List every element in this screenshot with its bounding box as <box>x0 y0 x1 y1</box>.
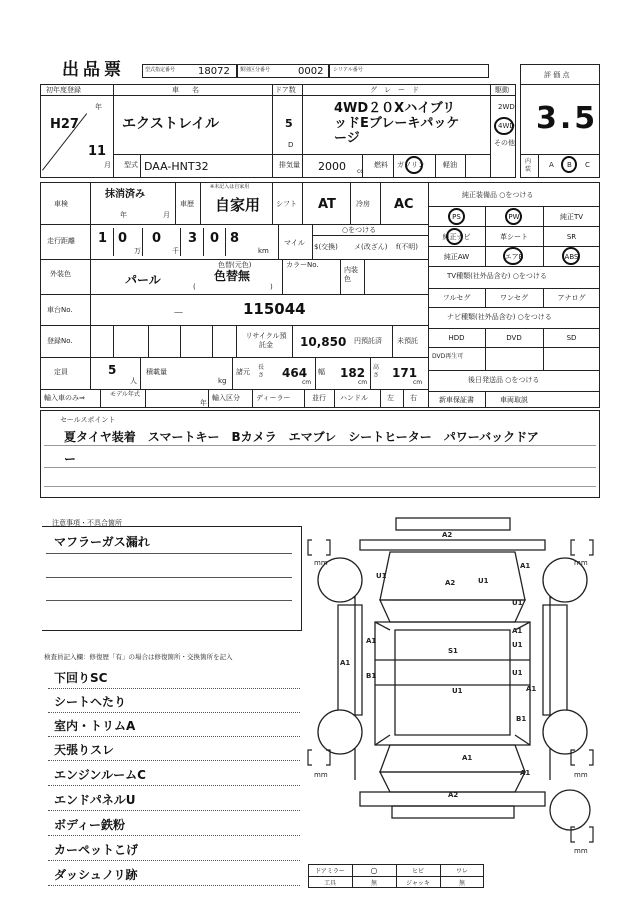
grade-label: グ レ ー ド <box>370 86 419 94</box>
rear-bumper <box>392 806 514 818</box>
color-value: パール <box>125 273 161 287</box>
interior-color-label: 内装色 <box>344 266 358 283</box>
equip-airbag: エアB <box>504 252 524 261</box>
equip-abs-circle <box>562 247 580 265</box>
mileage-digit-6: 8 <box>230 231 240 246</box>
navi-title: ナビ種類(社外品含む) ○をつける <box>447 313 552 321</box>
mark-6: U1 <box>512 599 523 607</box>
capacity-label: 定員 <box>54 368 68 376</box>
import-parallel: 並行 <box>312 394 326 402</box>
history-value: 自家用 <box>215 196 261 214</box>
later-warranty: 新車保証書 <box>439 396 474 404</box>
mm-spare: mm <box>574 847 588 855</box>
import-label: 輸入車のみ⇒ <box>44 394 85 402</box>
bracket-fl <box>308 540 330 555</box>
pillars <box>375 622 530 745</box>
inspector-item-8: カーペットこげ <box>54 843 139 857</box>
meter-option-exchange: $(交換) <box>314 243 338 251</box>
height-label: 高さ <box>373 364 380 379</box>
drive-4wd-circle <box>494 117 514 135</box>
mark-17: A1 <box>462 754 473 762</box>
model-value: DAA-HNT32 <box>144 160 209 173</box>
mark-18: A2 <box>448 791 459 799</box>
equip-navi-circle <box>446 228 463 245</box>
meter-option-unknown: f(不明) <box>396 243 418 251</box>
class-label: 類別区分番号 <box>240 67 271 73</box>
mark-2: U1 <box>376 572 387 580</box>
reg-year-label: 初年度登録 <box>46 86 81 94</box>
notes-label: 注意事項・不具合箇所 <box>52 519 122 527</box>
car-name-value: エクストレイル <box>122 116 220 132</box>
fuel-circle <box>405 156 423 174</box>
length-value: 464 <box>282 366 308 380</box>
tailgate <box>380 772 525 792</box>
acc-jack-value: 無 <box>458 879 465 887</box>
acc-mirror-mark: ○ <box>370 865 378 875</box>
wheel-rear-left <box>318 710 362 754</box>
shift-value: AT <box>318 197 336 212</box>
inspect-label: 車検 <box>54 200 68 208</box>
interior-grade-a: A <box>549 161 554 169</box>
width-value: 182 <box>340 366 366 380</box>
car-damage-diagram <box>300 510 610 862</box>
acc-break: ワレ <box>455 867 468 875</box>
drive-option-other: その他 <box>494 139 515 147</box>
mark-16: B1 <box>516 715 527 723</box>
acc-tools-value: 無 <box>370 879 377 887</box>
navi-dvd: DVD <box>506 334 522 342</box>
drive-label: 駆動 <box>495 86 509 94</box>
door-sub: D <box>288 141 294 149</box>
inspector-item-5: エンジンルームC <box>54 768 146 782</box>
recycle-label: リサイクル預託金 <box>245 332 287 349</box>
recycle-status: 円預託済 <box>354 337 382 345</box>
mirrors <box>340 592 565 598</box>
sales-point-line-2: ー <box>64 452 77 466</box>
mileage-unit-km: km <box>258 247 269 255</box>
inspector-item-3: 室内・トリムA <box>54 719 136 733</box>
capacity-unit: 人 <box>130 377 137 385</box>
hood <box>380 552 525 600</box>
mile-label: マイル <box>284 239 305 247</box>
shift-label: シフト <box>276 200 297 208</box>
dims-label: 諸元 <box>236 368 250 376</box>
interior-grade-b: B <box>567 161 572 169</box>
equip-tv: 純正TV <box>559 212 584 221</box>
bracket-fr <box>571 540 593 555</box>
load-unit: kg <box>218 377 227 385</box>
length-unit: cm <box>302 379 312 386</box>
ac-value: AC <box>394 197 414 212</box>
fuel-gasoline: ガソリン <box>397 161 425 169</box>
inspect-month-unit: 月 <box>163 211 170 219</box>
wheel-rear-right <box>543 710 587 754</box>
tv-fullseg: フルセグ <box>442 294 471 302</box>
recycle-value: 10,850 <box>300 335 347 349</box>
inspector-item-6: エンドパネルU <box>54 793 136 807</box>
navi-hdd: HDD <box>448 334 465 342</box>
mark-10: U1 <box>512 641 523 649</box>
mark-12: B1 <box>366 672 377 680</box>
meter-option-tampered: メ(改ざん) <box>354 243 388 251</box>
equip-leather: 革シート <box>500 232 528 241</box>
mileage-digit-5: 0 <box>210 231 220 246</box>
inspector-label: 検査員記入欄：修復歴「有」の場合は修復箇所・交換箇所を記入 <box>44 653 233 661</box>
mark-8: S1 <box>448 647 458 655</box>
drive-option-2wd: 2WD <box>498 103 515 111</box>
car-name-label: 車 名 <box>172 86 202 94</box>
inspector-item-7: ボディー鉄粉 <box>54 818 126 832</box>
height-value: 171 <box>392 366 418 380</box>
mark-3: A1 <box>520 562 531 570</box>
displacement-value: 2000 <box>318 160 346 173</box>
displacement-unit: cc <box>357 168 364 175</box>
sales-point-box <box>40 410 600 498</box>
equip-sr: SR <box>566 232 577 241</box>
inspector-item-9: ダッシュノリ跡 <box>54 868 138 882</box>
inspect-value: 抹消済み <box>105 189 145 200</box>
note-item-1: マフラーガス漏れ <box>54 535 150 549</box>
equip-pw-circle <box>505 208 522 225</box>
color-change-value: 色替無 <box>214 269 251 283</box>
mileage-digit-3: 0 <box>152 231 162 246</box>
rear-window <box>380 745 525 772</box>
drive-option-4wd: 4WD <box>498 122 515 130</box>
import-dealer: ディーラー <box>256 394 291 402</box>
tv-oneseg: ワンセグ <box>500 294 528 302</box>
spare-wheel <box>550 790 590 830</box>
model-cert-number: 18072 <box>198 66 230 77</box>
inspector-item-1: 下回りSC <box>54 671 108 685</box>
handle-left: 左 <box>387 394 394 402</box>
equip-airbag-circle <box>503 247 523 265</box>
load-label: 積載量 <box>146 368 167 376</box>
navi-sd: SD <box>566 334 577 342</box>
fuel-diesel: 軽油 <box>443 161 457 169</box>
roof-outline <box>375 622 530 745</box>
color-paren-open: ( <box>193 283 196 291</box>
model-year-unit: 年 <box>200 399 207 407</box>
dvd-label: DVD再生可 <box>432 353 464 360</box>
grade-line-2: ッドEブレーキパッケ <box>334 116 460 131</box>
acc-mirror: ドアミラー <box>315 867 345 875</box>
mark-7: A1 <box>366 637 377 645</box>
color-no-label: カラーNo. <box>286 261 319 269</box>
grade-line-3: ージ <box>334 131 360 146</box>
equipment-title: 純正装備品 ○をつける <box>462 191 534 199</box>
inspector-item-4: 天張りスレ <box>54 743 115 757</box>
acc-jack: ジャッキ <box>406 879 430 887</box>
color-change-label: 色替(元色) <box>218 261 252 269</box>
reg-month-value: 11 <box>88 144 107 159</box>
sales-point-line-1: 夏タイヤ装着 スマートキー Bカメラ エマブレ シートヒーター パワーバックドア <box>64 430 539 444</box>
class-number: 0002 <box>298 66 324 77</box>
ac-label: 冷房 <box>356 200 370 208</box>
mark-13: U1 <box>512 669 523 677</box>
mark-11: A1 <box>340 659 351 667</box>
front-bumper-lower <box>360 540 545 550</box>
mm-rl: mm <box>314 771 328 779</box>
equip-aw: 純正AW <box>443 252 470 261</box>
sales-point-label: セールスポイント <box>60 416 116 424</box>
roof <box>395 630 510 735</box>
mark-4: A2 <box>445 579 456 587</box>
import-class-label: 輸入区分 <box>212 394 240 402</box>
handle-label: ハンドル <box>340 394 368 402</box>
mileage-unit-sen: 千 <box>172 247 179 255</box>
model-cert-label: 型式指定番号 <box>145 67 176 73</box>
mileage-digit-1: 1 <box>98 231 108 246</box>
mark-19: A1 <box>520 769 531 777</box>
chassis-label: 車台No. <box>47 306 73 314</box>
doors-label: ドア数 <box>275 86 296 94</box>
later-title: 後日発送品 ○をつける <box>468 376 540 384</box>
chassis-dash: － <box>173 306 184 319</box>
width-unit: cm <box>358 379 368 386</box>
score-label: 評 価 点 <box>544 71 570 79</box>
displacement-label: 排気量 <box>279 161 300 169</box>
door-lines <box>375 660 530 685</box>
mm-rr: mm <box>574 771 588 779</box>
length-label: 長さ <box>258 364 265 379</box>
reg-no-label: 登録No. <box>47 337 73 345</box>
equip-pw: PW <box>508 212 520 221</box>
mm-fr: mm <box>574 559 588 567</box>
history-label: 車歴 <box>180 200 194 208</box>
tv-analog: アナログ <box>557 294 586 302</box>
meter-note: ○をつける <box>342 226 377 234</box>
mileage-label: 走行距離 <box>47 237 75 245</box>
interior-label: 内装 <box>525 158 532 173</box>
mark-15: A1 <box>526 685 537 693</box>
fuel-label: 燃料 <box>374 161 388 169</box>
equip-abs: ABS <box>564 252 579 261</box>
model-year-label: モデル年式 <box>110 391 140 398</box>
interior-grade-c: C <box>585 161 590 169</box>
form-title: 出品票 <box>62 60 125 80</box>
reg-year-value: H27 <box>50 117 79 132</box>
chassis-number: 115044 <box>243 300 306 318</box>
year-unit: 年 <box>95 103 102 111</box>
later-manual: 車両取説 <box>500 396 528 404</box>
equip-ps: PS <box>452 212 461 221</box>
width-label: 幅 <box>318 368 325 376</box>
mileage-digit-4: 3 <box>188 231 198 246</box>
mark-5: U1 <box>478 577 489 585</box>
doors-value: 5 <box>285 117 293 130</box>
color-label: 外装色 <box>50 270 71 278</box>
recycle-unpaid: 未預託 <box>397 337 418 345</box>
grade-line-1: 4WD２０Xハイブリ <box>334 101 456 116</box>
score-value: 3.5 <box>536 101 599 136</box>
capacity-value: 5 <box>108 363 117 377</box>
inspect-year-unit: 年 <box>120 211 127 219</box>
mark-9: A1 <box>512 627 523 635</box>
mark-14: U1 <box>452 687 463 695</box>
inspector-item-2: シートヘたり <box>54 695 127 709</box>
mileage-digit-2: 0 <box>118 231 128 246</box>
windshield <box>380 600 525 622</box>
mileage-unit-man: 万 <box>134 247 141 255</box>
color-paren-close: ) <box>270 283 273 291</box>
front-bumper <box>396 518 510 530</box>
history-note: ※未記入は自家用 <box>210 184 250 190</box>
mark-1: A2 <box>442 531 453 539</box>
mm-fl: mm <box>314 559 328 567</box>
height-unit: cm <box>413 379 423 386</box>
tv-title: TV種類(社外品含む) ○をつける <box>447 272 547 280</box>
equip-ps-circle <box>448 208 465 225</box>
equip-navi: 純正ナビ <box>442 232 471 241</box>
acc-crack: ヒビ <box>411 867 424 875</box>
acc-tools: 工具 <box>323 879 336 887</box>
serial-label: シリアル番号 <box>333 67 363 73</box>
bracket-rl <box>308 750 330 765</box>
handle-right: 右 <box>410 394 417 402</box>
month-unit: 月 <box>104 161 111 169</box>
model-label: 型式 <box>124 161 138 169</box>
interior-circle <box>561 156 577 173</box>
